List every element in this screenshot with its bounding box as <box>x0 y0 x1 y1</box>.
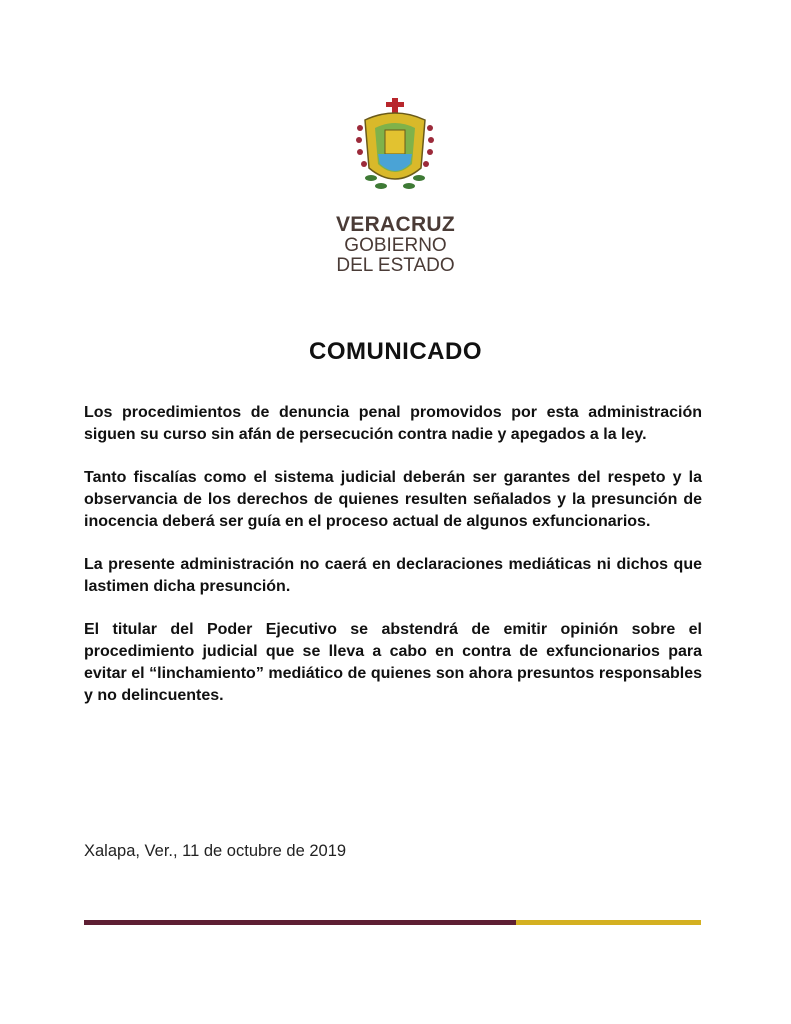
footer-color-bar <box>84 920 701 925</box>
brand-gobierno: GOBIERNO <box>344 235 447 256</box>
document-body <box>84 402 702 728</box>
document-title: COMUNICADO <box>309 338 482 365</box>
paragraph: Tanto fiscalías como el sistema judicial deberán ser garantes del respeto y la observancia de los derechos de quienes resulten señalados y la presunción de inocencia deberá ser guía en el proceso actual de algunos exfuncionarios. <box>84 469 702 530</box>
footer-bar-maroon <box>84 920 516 925</box>
paragraph: El titular del Poder Ejecutivo se abstendrá de emitir opinión sobre el procedimiento judicial que se lleva a cabo en contra de exfuncionarios para evitar el “linchamiento” mediático de quienes son ahora presuntos responsables y no delincuentes. <box>84 621 702 704</box>
date-line: Xalapa, Ver., 11 de octubre de 2019 <box>84 842 347 860</box>
brand-veracruz: VERACRUZ <box>335 213 456 236</box>
footer-bar-gold <box>516 920 701 925</box>
brand-del-estado: DEL ESTADO <box>336 255 455 276</box>
paragraph: Los procedimientos de denuncia penal promovidos por esta administración siguen su curso sin afán de persecución contra nadie y apegados a la ley. <box>84 404 702 443</box>
paragraph: La presente administración no caerá en declaraciones mediáticas ni dichos que lastimen dicha presunción. <box>84 556 702 595</box>
veracruz-coat-of-arms-logo <box>355 98 435 198</box>
